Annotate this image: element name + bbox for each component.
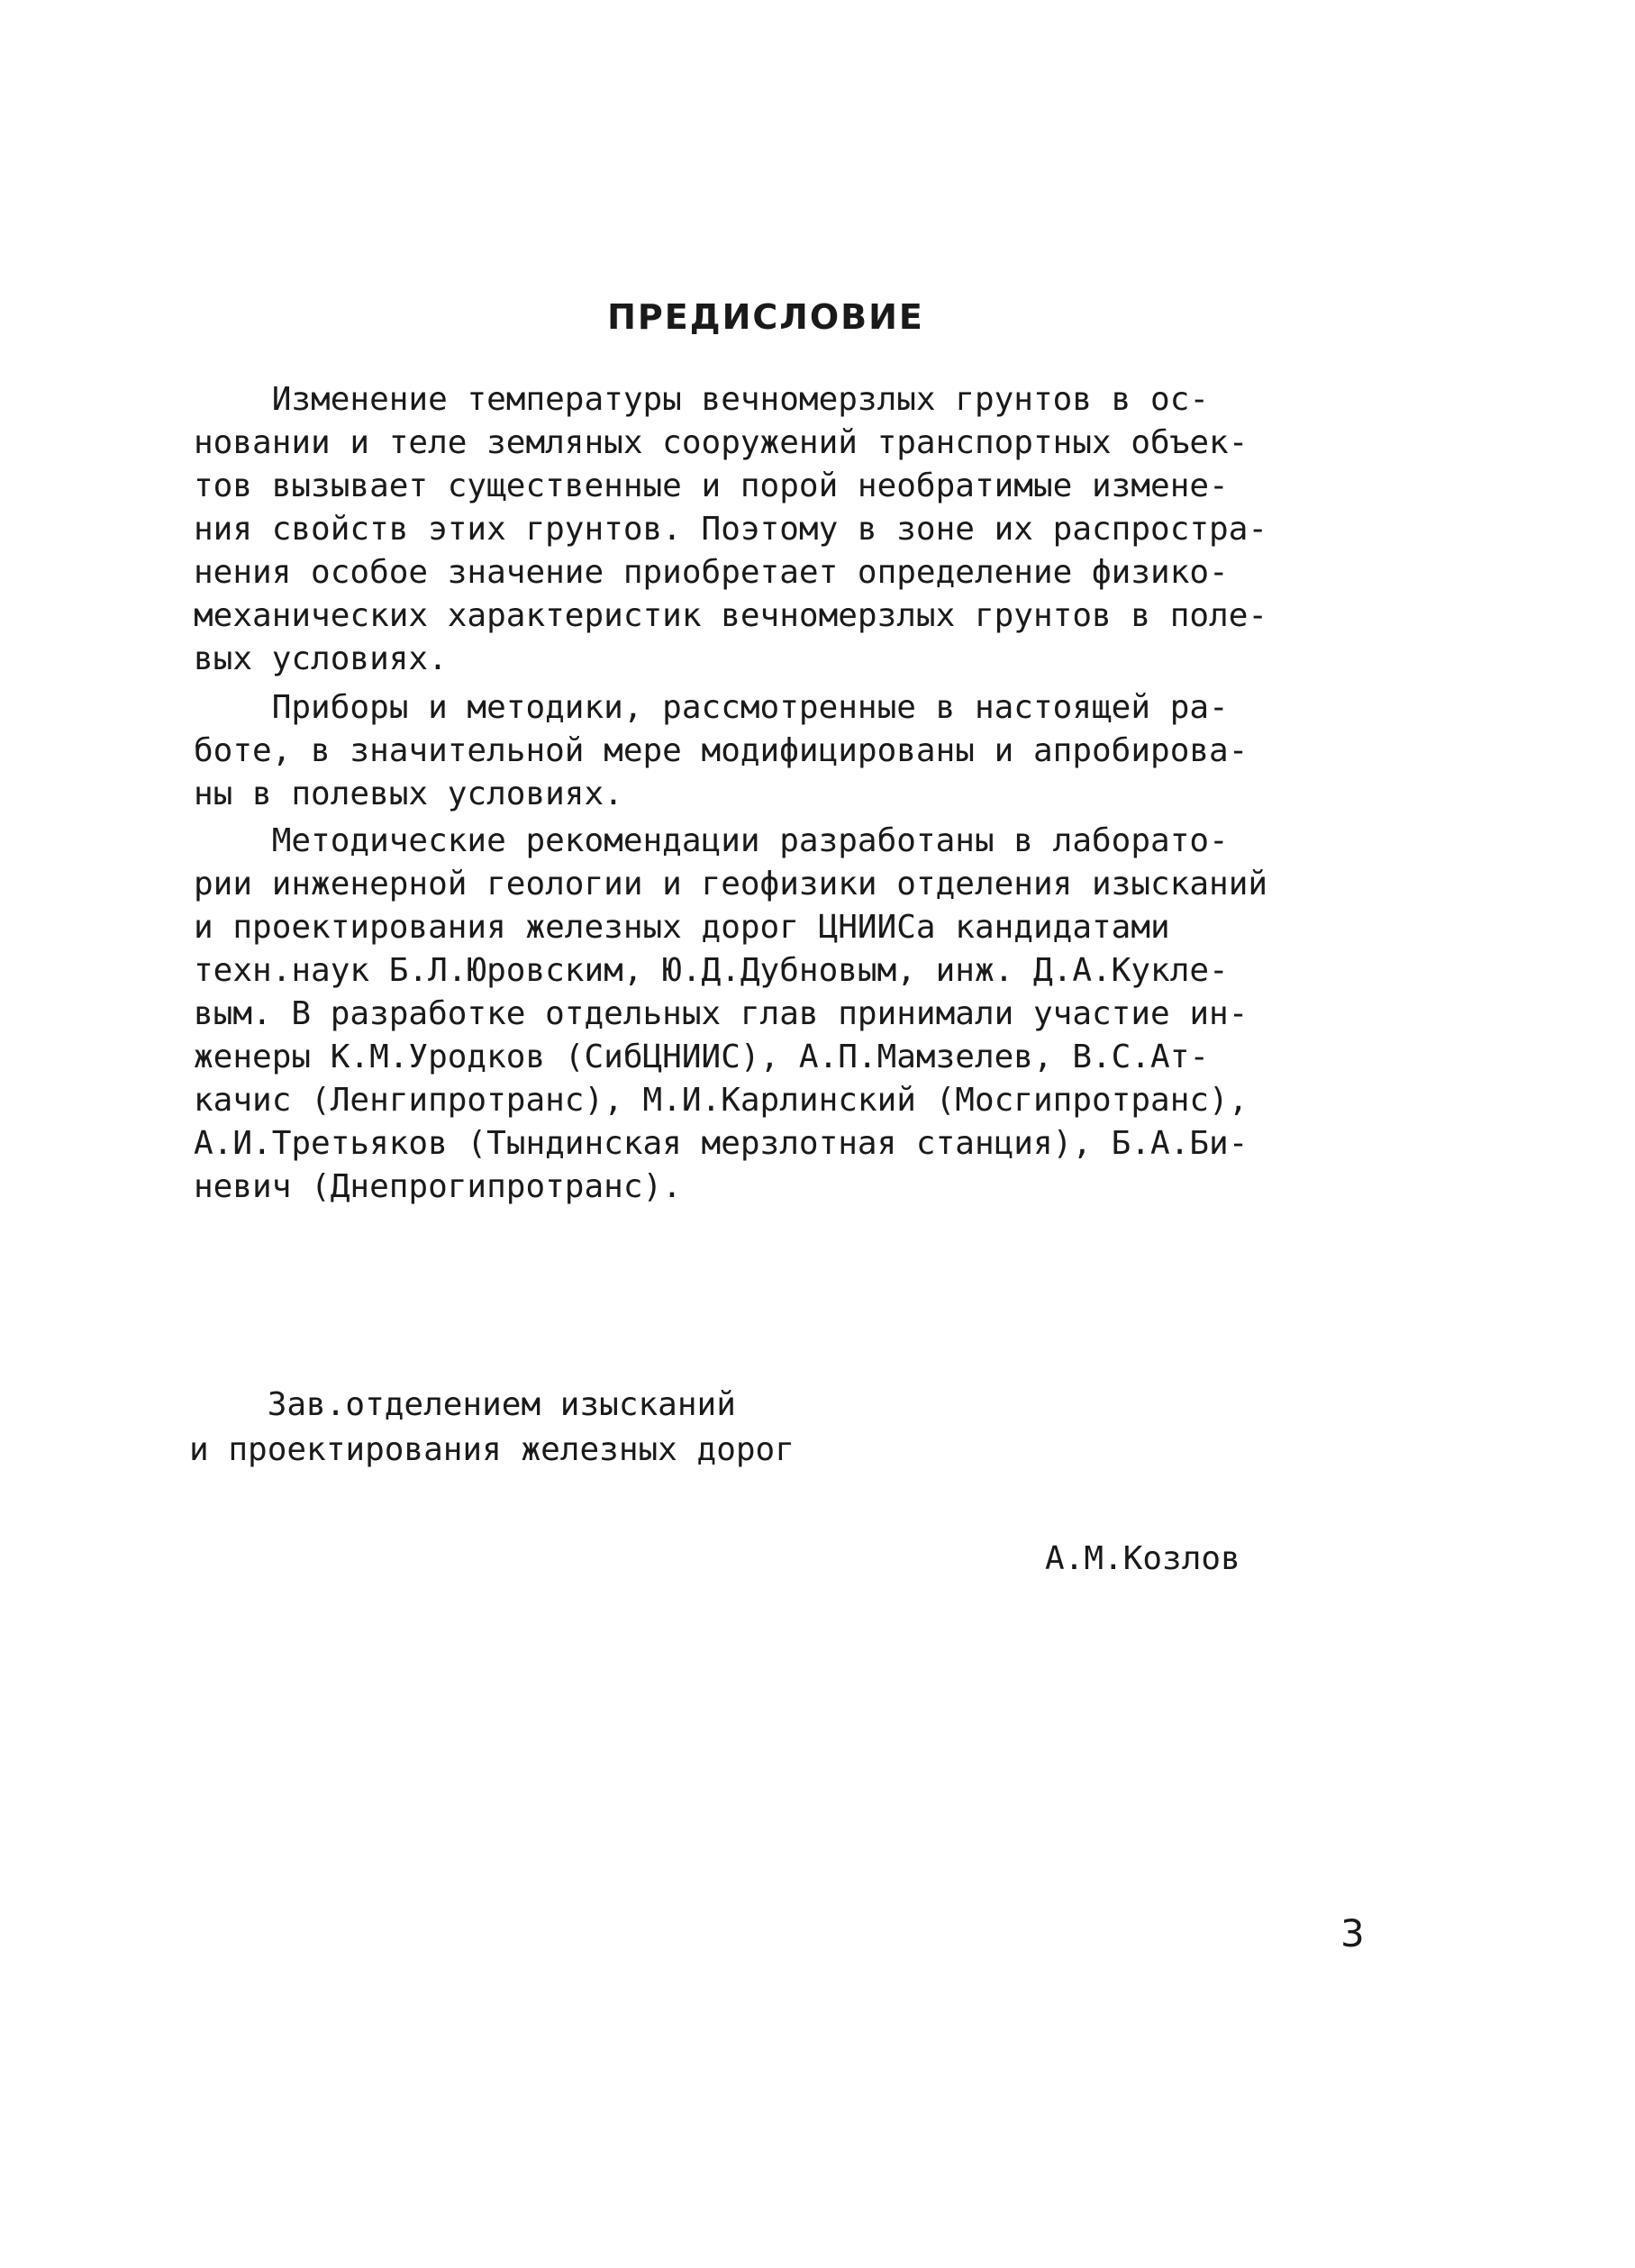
text-line: вым. В разработке отдельных глав принимали участие ин- [194, 995, 1249, 1032]
text-line: качис (Ленгипротранс), М.И.Карлинский (Мосгипротранс), [194, 1082, 1249, 1119]
signature-line: и проектирования железных дорог [189, 1431, 795, 1468]
text-line: рии инженерной геологии и геофизики отделения изысканий [194, 866, 1268, 903]
text-line: невич (Днепрогипротранс). [194, 1168, 682, 1205]
text-line: и проектирования железных дорог ЦНИИСа кандидатами [194, 909, 1170, 946]
text-line: нения особое значение приобретает определение физико- [194, 554, 1229, 591]
text-line: женеры К.М.Уродков (СибЦНИИС), А.П.Мамзелев, В.С.Ат- [194, 1039, 1210, 1075]
text-line: тов вызывает существенные и порой необратимые измене- [194, 467, 1229, 504]
text-line: боте, в значительной мере модифицированы и апробирова- [194, 732, 1249, 769]
page-number: 3 [1340, 1911, 1365, 1955]
text-line: А.И.Третьяков (Тындинская мерзлотная станция), Б.А.Би- [194, 1125, 1249, 1162]
text-line: вых условиях. [194, 640, 448, 677]
author-name: А.М.Козлов [1045, 1540, 1240, 1577]
text-line: механических характеристик вечномерзлых грунтов в поле- [194, 597, 1268, 634]
text-line: техн.наук Б.Л.Юровским, Ю.Д.Дубновым, инж. Д.А.Кукле- [194, 952, 1229, 989]
text-line: Методические рекомендации разработаны в лаборато- [194, 822, 1229, 859]
signature-line: Зав.отделением изысканий [189, 1386, 736, 1423]
text-line: новании и теле земляных сооружений транспортных объек- [194, 424, 1249, 461]
text-line: Изменение температуры вечномерзлых грунтов в ос- [194, 381, 1210, 418]
page-title: ПРЕДИСЛОВИЕ [607, 297, 924, 337]
text-line: ния свойств этих грунтов. Поэтому в зоне их распростра- [194, 511, 1268, 548]
text-line: ны в полевых условиях. [194, 776, 623, 812]
text-line: Приборы и методики, рассмотренные в настоящей ра- [194, 689, 1229, 726]
